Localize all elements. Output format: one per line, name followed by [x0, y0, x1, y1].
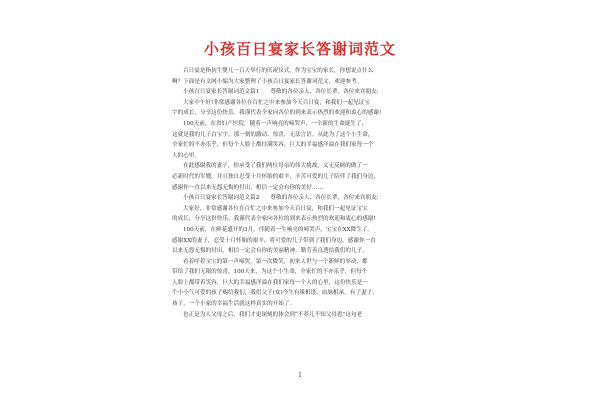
text-line: 必新时代的军嫂，并且独自忍受十月怀胎的艰辛，辛苦可爱的儿子陪伴了我们身边，: [172, 173, 379, 180]
page-number: 1: [298, 372, 302, 379]
text-line: 孩子，一个小家的幸福生活就这样真实的开始了。: [172, 301, 296, 308]
text-line: 个小小气可爱的孩子赐给我们，我们父子(女)今生有缘相逢、血脉相承，有了妻子、: [172, 290, 378, 297]
text-line: 大家好，非常感谢各位在百忙之中来参加今天百日宴，和我们一起见证宝宝: [183, 205, 368, 212]
text-line: 百日宴是指初生婴儿一百天举行的庆祝仪式，作为宝宝的家长，你想说点什么: [183, 68, 374, 74]
text-line: 在此感谢我的妻子，你承受了我们两位母亲的伟大挑战，义无反顾的做了一: [183, 163, 368, 170]
text-line: 的成长，分享这份快乐。我谨代表全家向各位的到来表示热烈的欢迎和衷心的感谢!: [172, 216, 376, 223]
text-line: 大家中午好!非常感谢各位在百忙之中来参加今天百日宴，和我们一起见证宝: [183, 99, 370, 106]
text-line: 100天前，在鲜花盛开的3月，伴随着一生响亮的啼哭声，宝宝在XX降生了。: [183, 226, 374, 233]
text-line: 带给了我们无限的惊喜，100天来，为这个小生命，全家忙的不亦乐乎，但每个: [172, 269, 368, 276]
text-line: 以来无怨无悔的付出，相信一定会有你的美丽精神、勤劳善良透给我们的儿子。: [172, 248, 368, 255]
text-line: 全家忙的不亦乐乎，但每个人脸上都挂满笑容，巨大的幸福感洋溢在我们家每一个: [172, 142, 374, 149]
text-line: 人的心里。: [172, 152, 200, 159]
text-line: 这就是我的儿子白宝宇，那一刻的激动、惊喜，无法言语。从此为了这个小生命，: [172, 131, 374, 138]
document-title: 小孩百日宴家长答谢词范文: [203, 40, 396, 58]
text-line: 小孩百日宴家长答谢词范文篇2 尊敬的各位亲人、各位长辈、各位来宾朋友:: [183, 195, 379, 202]
text-line: 感谢你一直以来无怨无悔的付出，相信一定会有你的美好……: [172, 184, 324, 191]
text-line: 感谢XX的妻子，忍受十月怀胎的艰辛，将可爱的儿子带到了我们身边，感谢你一直: [172, 237, 376, 244]
text-line: 看着呼着宝宝的第一声啼哭，第一次微笑，初来人世与一个新鲜的举动，都: [183, 258, 368, 265]
document-body: [172, 66, 442, 320]
text-line: 小孩百日宴家长答谢词范文篇1 尊敬的各位亲人、各位长辈、各位来宾朋友:: [183, 89, 379, 96]
text-line: 宇的成长，分享这份快乐。我谨代表全家向各位的到来表示热烈的欢迎和衷心的感谢!: [172, 110, 382, 117]
text-line: 也正是为人父母之后，我们才更深刻的体会到“不养儿不知父母恩”这句老: [183, 311, 363, 318]
text-line: 100天前，在省妇产医院，随着一声响亮的啼哭声，一个新的生命诞生了，: [183, 120, 368, 127]
text-line: 啊？下面是有文网小编为大家整理了小孩百日宴家长答谢词范文，欢迎参考。: [172, 78, 363, 85]
text-line: 人脸上都带着笑容，巨大的幸福感洋溢在我们家每一个人的心里，这份快乐是一: [172, 279, 368, 286]
